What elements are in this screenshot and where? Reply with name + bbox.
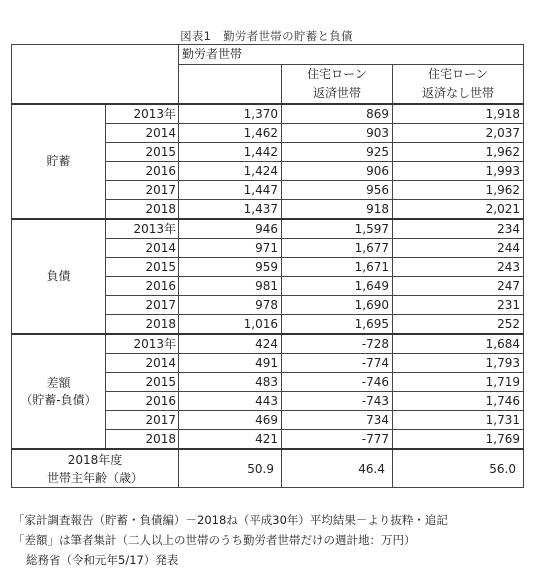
value-cell-all: 483 <box>179 373 282 392</box>
value-cell-no-loan: 1,918 <box>393 104 524 124</box>
value-cell-no-loan: 1,746 <box>393 392 524 411</box>
section-label: 貯蓄 <box>46 154 71 168</box>
year-cell: 2014 <box>106 239 179 258</box>
value-cell-no-loan: 2,037 <box>393 124 524 143</box>
header-loan-cell <box>282 65 393 105</box>
value-cell-loan: 1,695 <box>282 315 393 335</box>
value-cell-no-loan: 244 <box>393 239 524 258</box>
value-cell-all: 1,016 <box>179 315 282 335</box>
table-row <box>12 219 524 239</box>
note-publisher: 総務省（令和元年5/17）発表 <box>26 553 179 567</box>
value-cell-no-loan: 247 <box>393 277 524 296</box>
header-all-cell <box>179 65 282 105</box>
value-cell-all: 443 <box>179 392 282 411</box>
value-cell-loan: 1,597 <box>282 219 393 239</box>
age-label-year: 2018年度 <box>67 452 123 467</box>
header-no-loan-line2: 返済なし世帯 <box>421 86 494 100</box>
value-cell-all: 424 <box>179 334 282 354</box>
notes <box>13 510 528 570</box>
table-row <box>12 104 524 124</box>
year-cell: 2014 <box>106 354 179 373</box>
value-cell-all: 1,462 <box>179 124 282 143</box>
header-group-label: 勤労者世帯 <box>179 45 524 65</box>
value-cell-loan: 1,671 <box>282 258 393 277</box>
header-corner-cell <box>12 45 179 105</box>
age-label-cell <box>12 449 179 488</box>
value-cell-no-loan: 1,962 <box>393 181 524 200</box>
value-cell-loan: -728 <box>282 334 393 354</box>
age-value-all: 50.9 <box>179 449 282 488</box>
value-cell-no-loan: 252 <box>393 315 524 335</box>
value-cell-loan: 734 <box>282 411 393 430</box>
savings-debt-table <box>11 44 524 488</box>
year-cell: 2014 <box>106 124 179 143</box>
figure-title: 図表1 勤労者世帯の貯蓄と負債 <box>180 29 353 43</box>
value-cell-loan: 1,690 <box>282 296 393 315</box>
value-cell-loan: 925 <box>282 143 393 162</box>
year-cell: 2015 <box>106 373 179 392</box>
value-cell-all: 959 <box>179 258 282 277</box>
value-cell-no-loan: 231 <box>393 296 524 315</box>
year-cell: 2015 <box>106 143 179 162</box>
value-cell-all: 421 <box>179 430 282 450</box>
value-cell-loan: -746 <box>282 373 393 392</box>
header-row-1 <box>12 45 524 65</box>
value-cell-all: 1,447 <box>179 181 282 200</box>
value-cell-loan: 906 <box>282 162 393 181</box>
value-cell-no-loan: 1,684 <box>393 334 524 354</box>
age-value-no-loan: 56.0 <box>393 449 524 488</box>
value-cell-no-loan: 1,769 <box>393 430 524 450</box>
value-cell-loan: -743 <box>282 392 393 411</box>
value-cell-all: 469 <box>179 411 282 430</box>
year-cell: 2016 <box>106 277 179 296</box>
value-cell-loan: 903 <box>282 124 393 143</box>
year-cell: 2017 <box>106 296 179 315</box>
value-cell-all: 1,424 <box>179 162 282 181</box>
year-cell: 2013年 <box>106 219 179 239</box>
value-cell-all: 1,370 <box>179 104 282 124</box>
value-cell-loan: 1,649 <box>282 277 393 296</box>
value-cell-no-loan: 1,719 <box>393 373 524 392</box>
header-loan-line2: 返済世帯 <box>312 86 361 100</box>
value-cell-loan: 956 <box>282 181 393 200</box>
value-cell-no-loan: 1,993 <box>393 162 524 181</box>
header-no-loan-cell <box>393 65 524 105</box>
value-cell-no-loan: 1,793 <box>393 354 524 373</box>
value-cell-loan: 869 <box>282 104 393 124</box>
year-cell: 2013年 <box>106 334 179 354</box>
header-no-loan-line1: 住宅ローン <box>428 67 488 81</box>
value-cell-no-loan: 234 <box>393 219 524 239</box>
section-label: 負債 <box>46 269 71 283</box>
value-cell-loan: 918 <box>282 200 393 220</box>
value-cell-all: 946 <box>179 219 282 239</box>
value-cell-loan: -777 <box>282 430 393 450</box>
year-cell: 2016 <box>106 162 179 181</box>
value-cell-loan: 1,677 <box>282 239 393 258</box>
value-cell-all: 978 <box>179 296 282 315</box>
section-label: 差額 <box>46 375 71 390</box>
year-cell: 2017 <box>106 411 179 430</box>
age-label-text: 世帯主年齢（歳） <box>46 470 143 485</box>
value-cell-all: 1,442 <box>179 143 282 162</box>
value-cell-loan: -774 <box>282 354 393 373</box>
section-label-sub: （貯蓄-負債） <box>20 392 97 407</box>
age-value-loan: 46.4 <box>282 449 393 488</box>
value-cell-all: 971 <box>179 239 282 258</box>
value-cell-no-loan: 243 <box>393 258 524 277</box>
value-cell-no-loan: 1,731 <box>393 411 524 430</box>
age-row <box>12 449 524 488</box>
section-label-cell <box>12 104 106 219</box>
note-source: 「家計調査報告（貯蓄・負債編）－2018ね（平成30年）平均結果－より抜粋・追記 <box>13 513 448 527</box>
year-cell: 2018 <box>106 315 179 335</box>
value-cell-no-loan: 1,962 <box>393 143 524 162</box>
section-label-cell <box>12 219 106 334</box>
year-cell: 2013年 <box>106 104 179 124</box>
table-row <box>12 334 524 354</box>
value-cell-all: 1,437 <box>179 200 282 220</box>
year-cell: 2018 <box>106 200 179 220</box>
value-cell-all: 981 <box>179 277 282 296</box>
year-cell: 2018 <box>106 430 179 450</box>
value-cell-all: 491 <box>179 354 282 373</box>
year-cell: 2015 <box>106 258 179 277</box>
header-loan-line1: 住宅ローン <box>307 67 367 81</box>
section-label-cell <box>12 334 106 449</box>
note-calculation: 「差額」は筆者集計（二人以上の世帯のうち勤労者世帯だけの週計地：万円） <box>13 533 416 547</box>
year-cell: 2017 <box>106 181 179 200</box>
value-cell-no-loan: 2,021 <box>393 200 524 220</box>
year-cell: 2016 <box>106 392 179 411</box>
